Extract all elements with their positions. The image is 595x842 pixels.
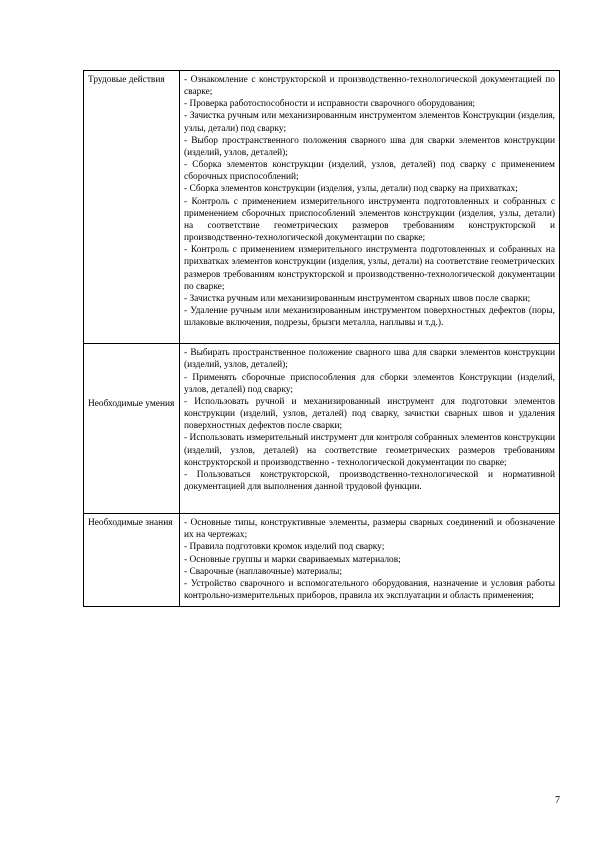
row-content xyxy=(180,514,560,607)
list-item: - Проверка работоспособности и исправности сварочного оборудования; xyxy=(184,99,475,110)
list-item: - Использовать ручной и механизированный инструмент для подготовки элементов конструкции (изделий, узлов, деталей) под сварку, зачистки сварных швов и удаления поверхностных дефектов после сварки; xyxy=(184,396,555,432)
document-table xyxy=(83,70,560,607)
list-item: - Применять сборочные приспособления для сборки элементов Конструкции (изделий, узлов, деталей) под сварку; xyxy=(184,372,555,395)
list-item: - Сварочные (наплавочные) материалы; xyxy=(184,566,342,577)
table-row xyxy=(84,514,560,607)
list-item: - Удаление ручным или механизированным инструментом поверхностных дефектов (поры, шлаковые включения, подрезы, брызги металла, наплывы и т.д.). xyxy=(184,305,555,329)
list-item: - Устройство сварочного и вспомогательного оборудования, назначение и условия работы контрольно-измерительных приборов, правила их эксплуатации и область применения; xyxy=(184,578,555,602)
table-row xyxy=(84,71,560,344)
list-item: - Выбор пространственного положения сварного шва для сварки элементов конструкции (изделий, узлов, деталей); xyxy=(184,135,555,158)
list-item: - Пользоваться конструкторской, производственно-технологической и нормативной документацией для выполнения данной трудовой функции. xyxy=(184,469,555,492)
row-label: Трудовые действия xyxy=(84,71,180,344)
row-content xyxy=(180,71,560,344)
list-item: - Зачистка ручным или механизированным инструментом элементов Конструкции (изделия, узлы, детали) под сварку; xyxy=(184,111,555,134)
list-item: - Сборка элементов конструкции (изделия, узлы, детали) под сварку на прихватках; xyxy=(184,184,518,195)
list-item: - Правила подготовки кромок изделий под сварку; xyxy=(184,542,385,553)
content-list xyxy=(184,347,555,493)
table-body xyxy=(84,71,560,607)
list-item: - Использовать измерительный инструмент для контроля собранных элементов конструкции (изделий, узлов, деталей) на соответствие геометрических размеров требованиям конструкторской и производственно - технологической документации по сварке; xyxy=(184,433,555,468)
content-list xyxy=(184,517,555,602)
list-item: - Основные группы и марки свариваемых материалов; xyxy=(184,554,401,565)
row-content xyxy=(180,344,560,514)
row-label: Необходимые умения xyxy=(84,344,180,514)
table-row xyxy=(84,344,560,514)
content-list xyxy=(184,74,555,329)
list-item: - Контроль с применением измерительного инструмента подготовленных и собранных с применением сборочных приспособлений элементов конструкции (изделия, узлы, детали) на соответствие геометрических размеров требованиям конструкторской и производственно-технологической документации по сварке; xyxy=(184,196,555,244)
list-item: - Контроль с применением измерительного инструмента подготовленных и собранных на прихватках элементов конструкции (изделия, узлы, детали) на соответствие геометрических размеров требованиям конструкторской и производственно-технологической документации по сварке; xyxy=(184,245,555,292)
list-item: - Зачистка ручным или механизированным инструментом сварных швов после сварки; xyxy=(184,293,531,304)
list-item: - Ознакомление с конструкторской и производственно-технологической документацией по сварке; xyxy=(184,75,555,98)
list-item: - Основные типы, конструктивные элементы, размеры сварных соединений и обозначение их на чертежах; xyxy=(184,518,555,541)
list-item: - Сборка элементов конструкции (изделий, узлов, деталей) под сварку с применением сборочных приспособлений; xyxy=(184,160,555,183)
list-item: - Выбирать пространственное положение сварного шва для сварки элементов конструкции (изделий, узлов, деталей); xyxy=(184,348,555,371)
row-label: Необходимые знания xyxy=(84,514,180,607)
page-number: 7 xyxy=(555,795,560,806)
